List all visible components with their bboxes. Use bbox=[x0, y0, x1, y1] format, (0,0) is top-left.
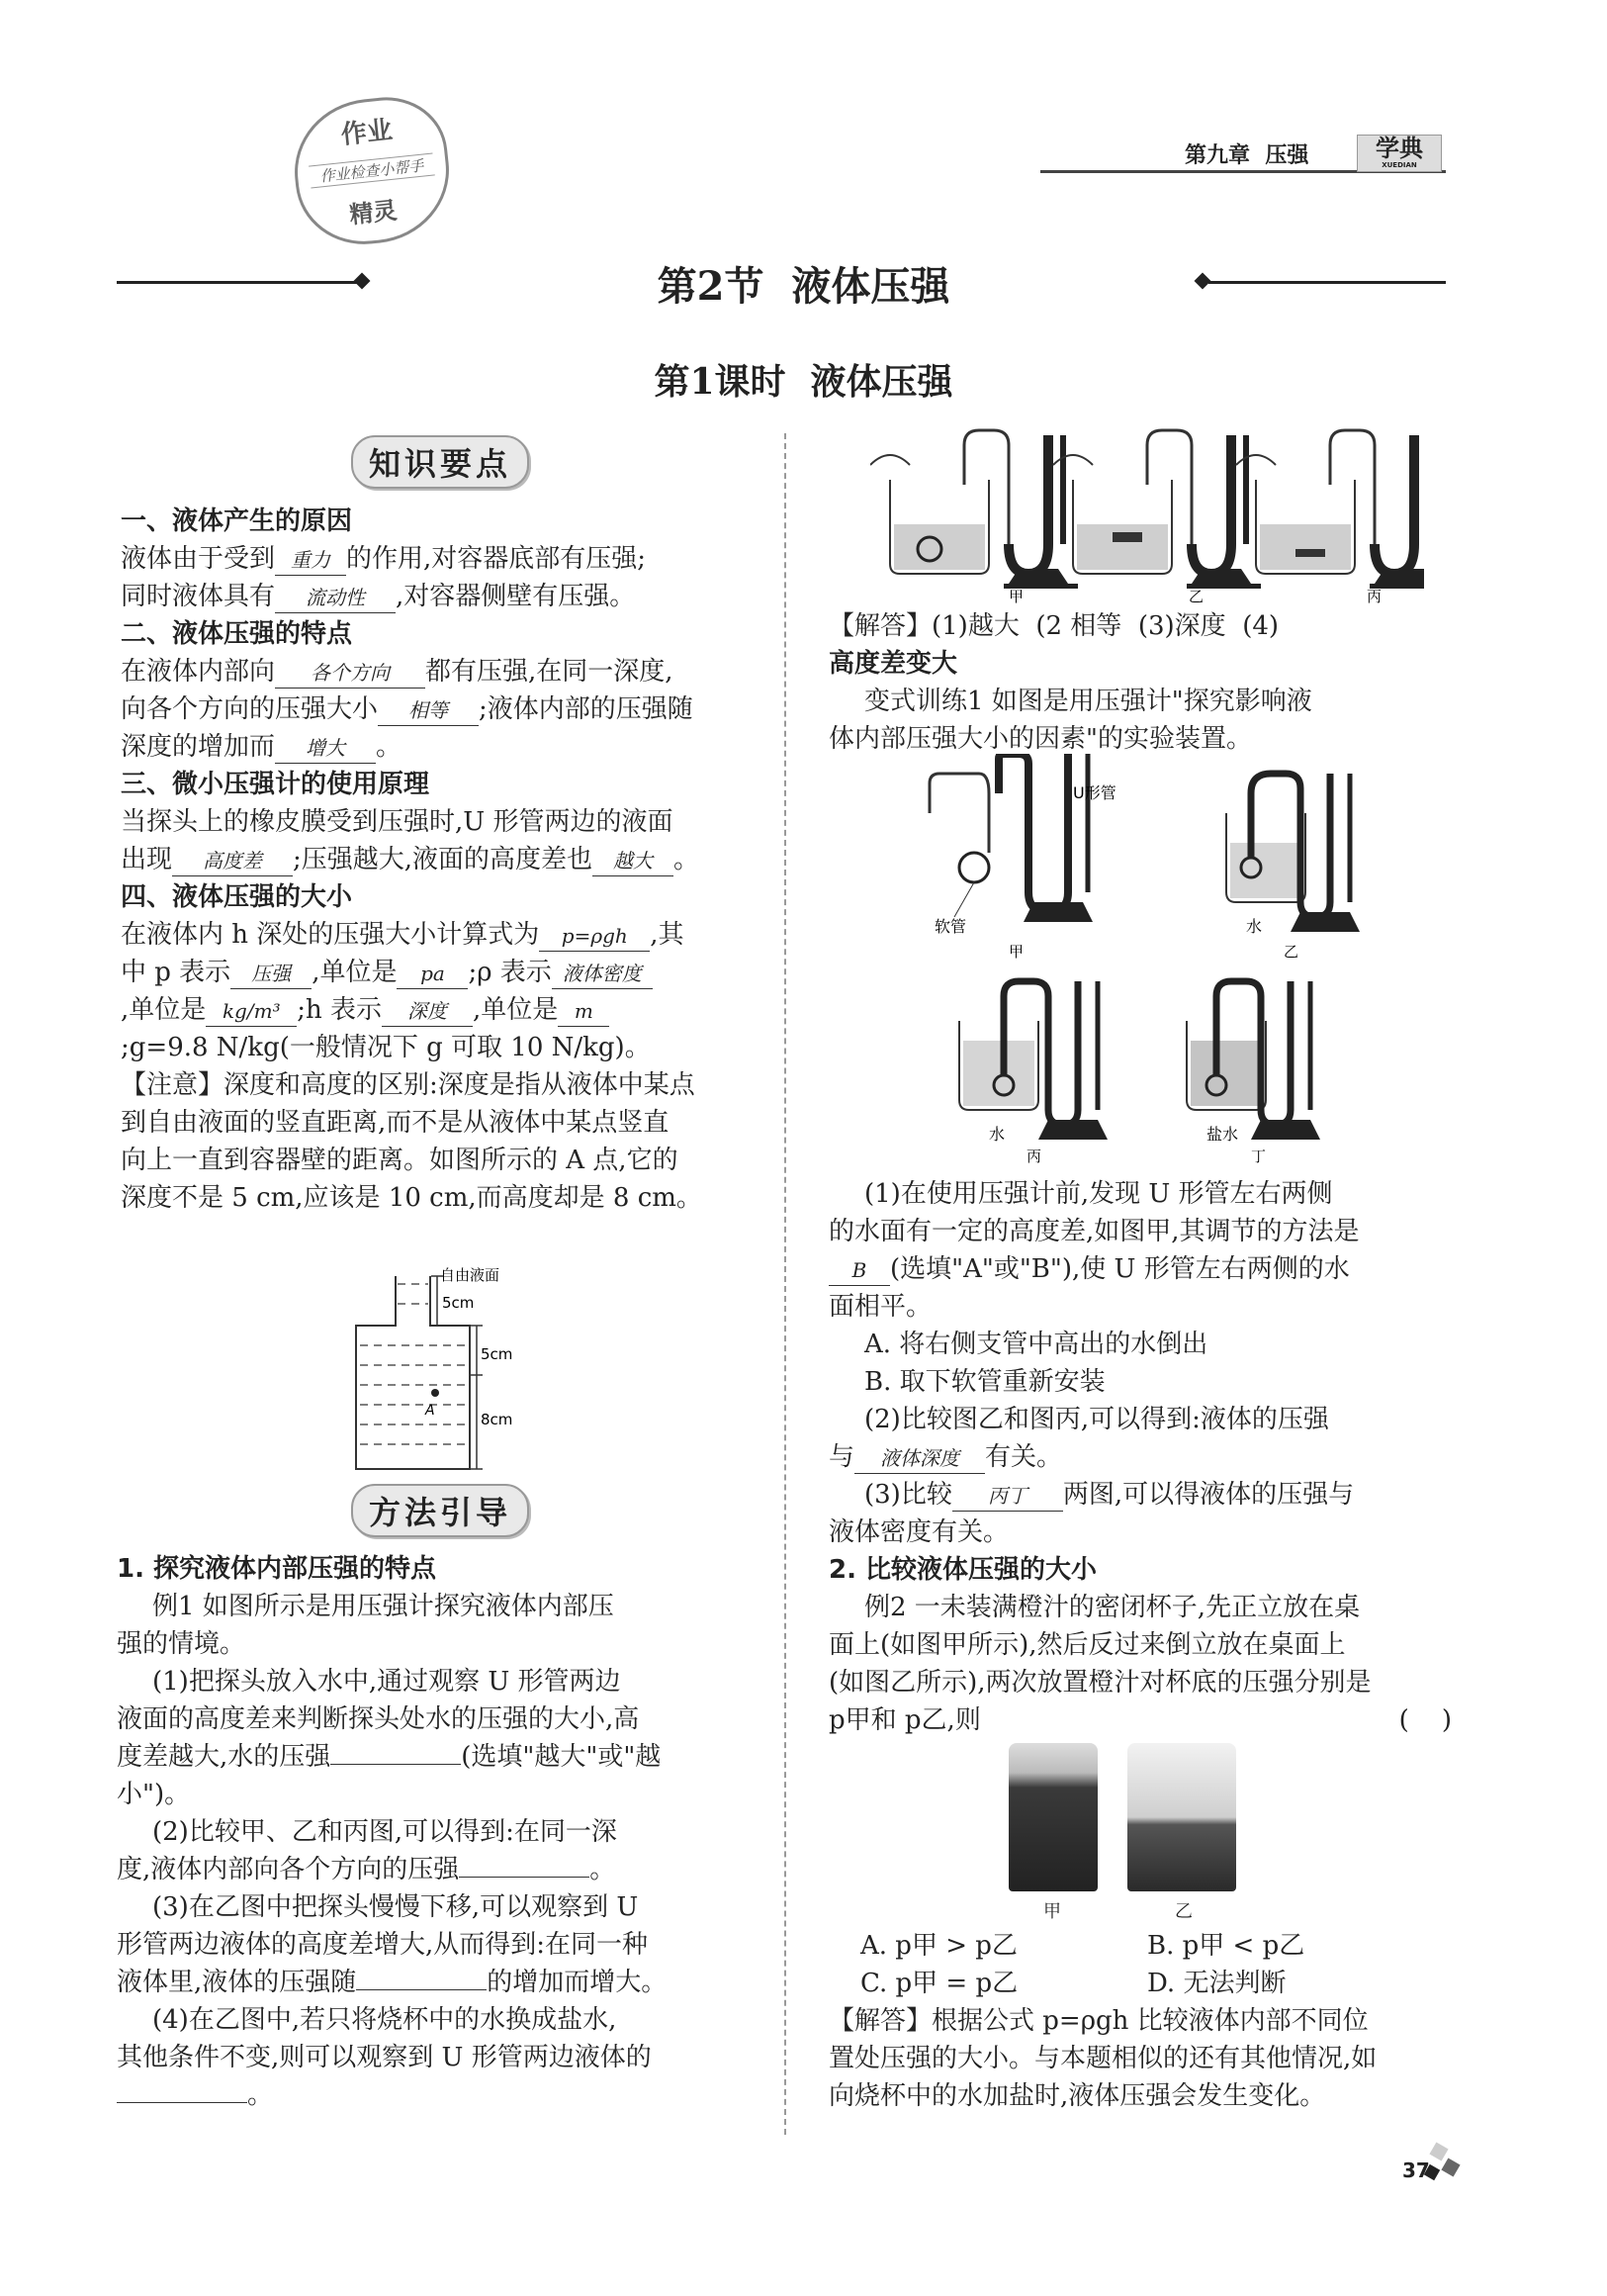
brand-logo bbox=[1357, 135, 1442, 172]
choice-a: A. p甲 > p乙 bbox=[860, 1931, 1018, 1961]
example1-line-8: 度,液体内部向各个方向的压强 。 bbox=[117, 1855, 616, 1884]
answer-blank: 相等 bbox=[378, 695, 479, 726]
fig-5cm-top: 5cm bbox=[442, 1294, 475, 1312]
example1-line-2: 强的情境。 bbox=[117, 1629, 246, 1659]
line-7: 出现 高度差 ;压强越大,液面的高度差也 越大 。 bbox=[121, 845, 700, 874]
example1-line-11: 液体里,液体的压强随 的增加而增大。 bbox=[117, 1968, 668, 1997]
fig2-salt-label: 盐水 bbox=[1206, 1125, 1239, 1144]
fig2-label-bing: 丙 bbox=[1027, 1148, 1042, 1165]
example1-line-4: 液面的高度差来判断探头处水的压强的大小,高 bbox=[117, 1704, 640, 1734]
knowledge-badge-wrap bbox=[351, 435, 529, 489]
solution-line-2: 置处压强的大小。与本题相似的还有其他情况,如 bbox=[829, 2044, 1378, 2073]
heading-4: 四、液体压强的大小 bbox=[121, 882, 353, 912]
example2-line-4: p甲和 p乙,则 ( ) bbox=[829, 1705, 1452, 1735]
answer-blank: 高度差 bbox=[172, 846, 293, 876]
line-5: 深度的增加而 增大 。 bbox=[121, 732, 402, 762]
example1-line-3: (1)把探头放入水中,通过观察 U 形管两边 bbox=[152, 1667, 621, 1697]
example1-line-7: (2)比较甲、乙和丙图,可以得到:在同一深 bbox=[152, 1817, 617, 1847]
point-a-dot bbox=[431, 1389, 439, 1397]
line-8: 在液体内 h 深处的压强大小计算式为 p=ρgh ,其 bbox=[121, 920, 684, 950]
fig-8cm: 8cm bbox=[481, 1411, 513, 1428]
variant-line-2: 体内部压强大小的因素"的实验装置。 bbox=[829, 724, 1252, 754]
answer-blank: 流动性 bbox=[275, 583, 396, 613]
options-row-1 bbox=[829, 1927, 1452, 1965]
solution-line-1: 【解答】根据公式 p=ρgh 比较液体内部不同位 bbox=[829, 2006, 1369, 2036]
fig2-utube-label: U形管 bbox=[1073, 783, 1116, 802]
question-line-1: (1)在使用压强计前,发现 U 形管左右两侧 bbox=[864, 1179, 1333, 1209]
note-1: 【注意】深度和高度的区别:深度是指从液体中某点 bbox=[121, 1070, 695, 1100]
line-10: ,单位是 kg/m³ ;h 表示 深度 ,单位是 m bbox=[121, 991, 763, 1029]
example1-line-12: (4)在乙图中,若只将烧杯中的水换成盐水, bbox=[152, 2005, 617, 2035]
line-2: 同时液体具有 流动性 ,对容器侧壁有压强。 bbox=[121, 582, 636, 611]
example1-line-1: 例1 如图所示是用压强计探究液体内部压 bbox=[152, 1592, 614, 1621]
answer-blank: 各个方向 bbox=[275, 658, 425, 689]
example1-line-9: (3)在乙图中把探头慢慢下移,可以观察到 U bbox=[152, 1892, 639, 1922]
brand-sub: XUEDIAN bbox=[1382, 161, 1417, 169]
fig2-label-ding: 丁 bbox=[1251, 1148, 1267, 1165]
question-line-3: B (选填"A"或"B"),使 U 形管左右两侧的水 bbox=[829, 1250, 1452, 1288]
choice-c: C. p甲 = p乙 bbox=[860, 1969, 1019, 1998]
page-number: 37 bbox=[1402, 2158, 1430, 2182]
answer-blank: 增大 bbox=[275, 733, 376, 764]
method-badge-wrap bbox=[351, 1484, 529, 1537]
answer-blank: m bbox=[558, 996, 609, 1027]
heading-3: 三、微小压强计的使用原理 bbox=[121, 770, 430, 799]
pressure-gauge-figure-2 bbox=[910, 754, 1384, 1169]
knowledge-badge: 知识要点 bbox=[351, 435, 529, 489]
line-4: 向各个方向的压强大小 相等 ;液体内部的压强随 bbox=[121, 694, 693, 724]
stamp-logo bbox=[288, 91, 456, 251]
answer-blank: 液体深度 bbox=[854, 1443, 985, 1474]
stamp-top-text: 作业 bbox=[339, 115, 395, 150]
depth-diagram bbox=[346, 1266, 583, 1484]
photo-cup-inverted bbox=[1127, 1743, 1236, 1891]
solution-line-3: 向烧杯中的水加盐时,液体压强会发生变化。 bbox=[829, 2081, 1326, 2111]
fig1-label-jia: 甲 bbox=[1009, 588, 1025, 603]
fig-5cm-mid: 5cm bbox=[481, 1345, 513, 1363]
line-3: 在液体内部向 各个方向 都有压强,在同一深度, bbox=[121, 657, 673, 687]
method-heading-2: 2. 比较液体压强的大小 bbox=[829, 1555, 1098, 1585]
answer-blank: B bbox=[829, 1255, 890, 1286]
right-column-top bbox=[829, 607, 1452, 758]
section-title: 第2节 液体压强 bbox=[657, 263, 950, 310]
answer-subline: 高度差变大 bbox=[829, 649, 958, 679]
options-row-2 bbox=[829, 1965, 1452, 2002]
point-a-label: A bbox=[425, 1403, 435, 1419]
brand-text: 学典 bbox=[1376, 135, 1423, 162]
fig1-label-bing: 丙 bbox=[1367, 588, 1383, 603]
answer-blank: 压强 bbox=[230, 959, 312, 989]
method-heading-1: 1. 探究液体内部压强的特点 bbox=[117, 1554, 437, 1584]
example1-line-6: 小")。 bbox=[117, 1780, 191, 1809]
answer-blank: 深度 bbox=[382, 996, 473, 1027]
line-1: 液体由于受到 重力 的作用,对容器底部有压强; bbox=[121, 544, 647, 574]
option-b: B. 取下软管重新安装 bbox=[864, 1367, 1106, 1397]
photo-label-yi: 乙 bbox=[1175, 1901, 1193, 1922]
empty-blank[interactable] bbox=[330, 1764, 461, 1765]
example2-line-3: (如图乙所示),两次放置橙汁对杯底的压强分别是 bbox=[829, 1668, 1372, 1698]
left-column-bottom bbox=[117, 1550, 759, 2114]
answer-blank: 丙丁 bbox=[952, 1481, 1063, 1512]
method-badge: 方法引导 bbox=[351, 1484, 529, 1537]
example2-line-1: 例2 一未装满橙汁的密闭杯子,先正立放在桌 bbox=[864, 1593, 1361, 1622]
choice-b: B. p甲 < p乙 bbox=[1147, 1931, 1305, 1961]
stamp-bottom-text: 精灵 bbox=[348, 196, 399, 230]
line-11: ;g=9.8 N/kg(一般情况下 g 可取 10 N/kg)。 bbox=[121, 1033, 651, 1062]
line-6: 当探头上的橡皮膜受到压强时,U 形管两边的液面 bbox=[121, 807, 673, 837]
photo-cup-upright bbox=[1009, 1743, 1098, 1891]
column-divider bbox=[784, 433, 786, 2135]
note-3: 向上一直到容器壁的距离。如图所示的 A 点,它的 bbox=[121, 1146, 678, 1175]
chapter-title: 第九章 压强 bbox=[1185, 142, 1309, 168]
fig2-hose-label: 软管 bbox=[935, 917, 967, 936]
answer-blank: 越大 bbox=[592, 846, 673, 876]
pressure-gauge-figure-1 bbox=[870, 425, 1424, 603]
answer-blank: 重力 bbox=[275, 545, 346, 576]
fig2-label-yi: 乙 bbox=[1284, 943, 1299, 961]
line-9: 中 p 表示 压强 ,单位是 pa ;ρ 表示 液体密度 bbox=[121, 954, 763, 991]
answer-blank: 液体密度 bbox=[552, 959, 653, 989]
empty-blank[interactable] bbox=[356, 1989, 487, 1990]
stamp-mid-text: 作业检查小帮手 bbox=[309, 152, 435, 188]
question-line-4: 面相平。 bbox=[829, 1292, 933, 1322]
example1-line-14: 。 bbox=[117, 2076, 759, 2114]
photo-label-jia: 甲 bbox=[1043, 1901, 1061, 1922]
lesson-title: 第1课时 液体压强 bbox=[654, 361, 953, 403]
example2-line-2: 面上(如图甲所示),然后反过来倒立放在桌面上 bbox=[829, 1630, 1346, 1660]
note-2: 到自由液面的竖直距离,而不是从液体中某点竖直 bbox=[121, 1108, 670, 1138]
right-column-bottom bbox=[829, 1927, 1452, 2115]
answer-blank: p=ρgh bbox=[539, 921, 650, 952]
right-column-mid bbox=[829, 1175, 1452, 1739]
left-column-top bbox=[121, 503, 763, 1217]
answer-blank: kg/m³ bbox=[206, 996, 297, 1027]
option-a: A. 将右侧支管中高出的水倒出 bbox=[864, 1330, 1208, 1359]
answer-line: 【解答】(1)越大 (2 相等 (3)深度 (4) bbox=[829, 611, 1280, 641]
question-line-2: 的水面有一定的高度差,如图甲,其调节的方法是 bbox=[829, 1217, 1360, 1246]
heading-2: 二、液体压强的特点 bbox=[121, 619, 353, 649]
fig2-label-jia: 甲 bbox=[1009, 943, 1025, 961]
answer-blank: pa bbox=[397, 959, 468, 989]
question-line-5: (2)比较图乙和图丙,可以得到:液体的压强 bbox=[864, 1405, 1329, 1434]
example1-line-10: 形管两边液体的高度差增大,从而得到:在同一种 bbox=[117, 1930, 649, 1960]
fig1-label-yi: 乙 bbox=[1189, 588, 1205, 603]
heading-1: 一、液体产生的原因 bbox=[121, 506, 353, 536]
choice-d: D. 无法判断 bbox=[1147, 1969, 1287, 1998]
example1-line-13: 其他条件不变,则可以观察到 U 形管两边液体的 bbox=[117, 2043, 652, 2072]
note-4: 深度不是 5 cm,应该是 10 cm,而高度却是 8 cm。 bbox=[121, 1183, 702, 1213]
fig-surface-label: 自由液面 bbox=[440, 1266, 500, 1284]
empty-blank[interactable] bbox=[459, 1877, 589, 1878]
variant-line-1: 变式训练1 如图是用压强计"探究影响液 bbox=[864, 687, 1312, 716]
question-line-7: (3)比较 丙丁 两图,可以得液体的压强与 bbox=[864, 1480, 1355, 1510]
fig2-water-label-2: 水 bbox=[989, 1125, 1006, 1144]
example1-line-5: 度差越大,水的压强 (选填"越大"或"越 bbox=[117, 1742, 662, 1772]
question-line-8: 液体密度有关。 bbox=[829, 1517, 1010, 1547]
fig2-water-label-1: 水 bbox=[1246, 917, 1263, 936]
question-line-6: 与 液体深度 有关。 bbox=[829, 1442, 1063, 1472]
empty-blank[interactable] bbox=[117, 2102, 247, 2103]
